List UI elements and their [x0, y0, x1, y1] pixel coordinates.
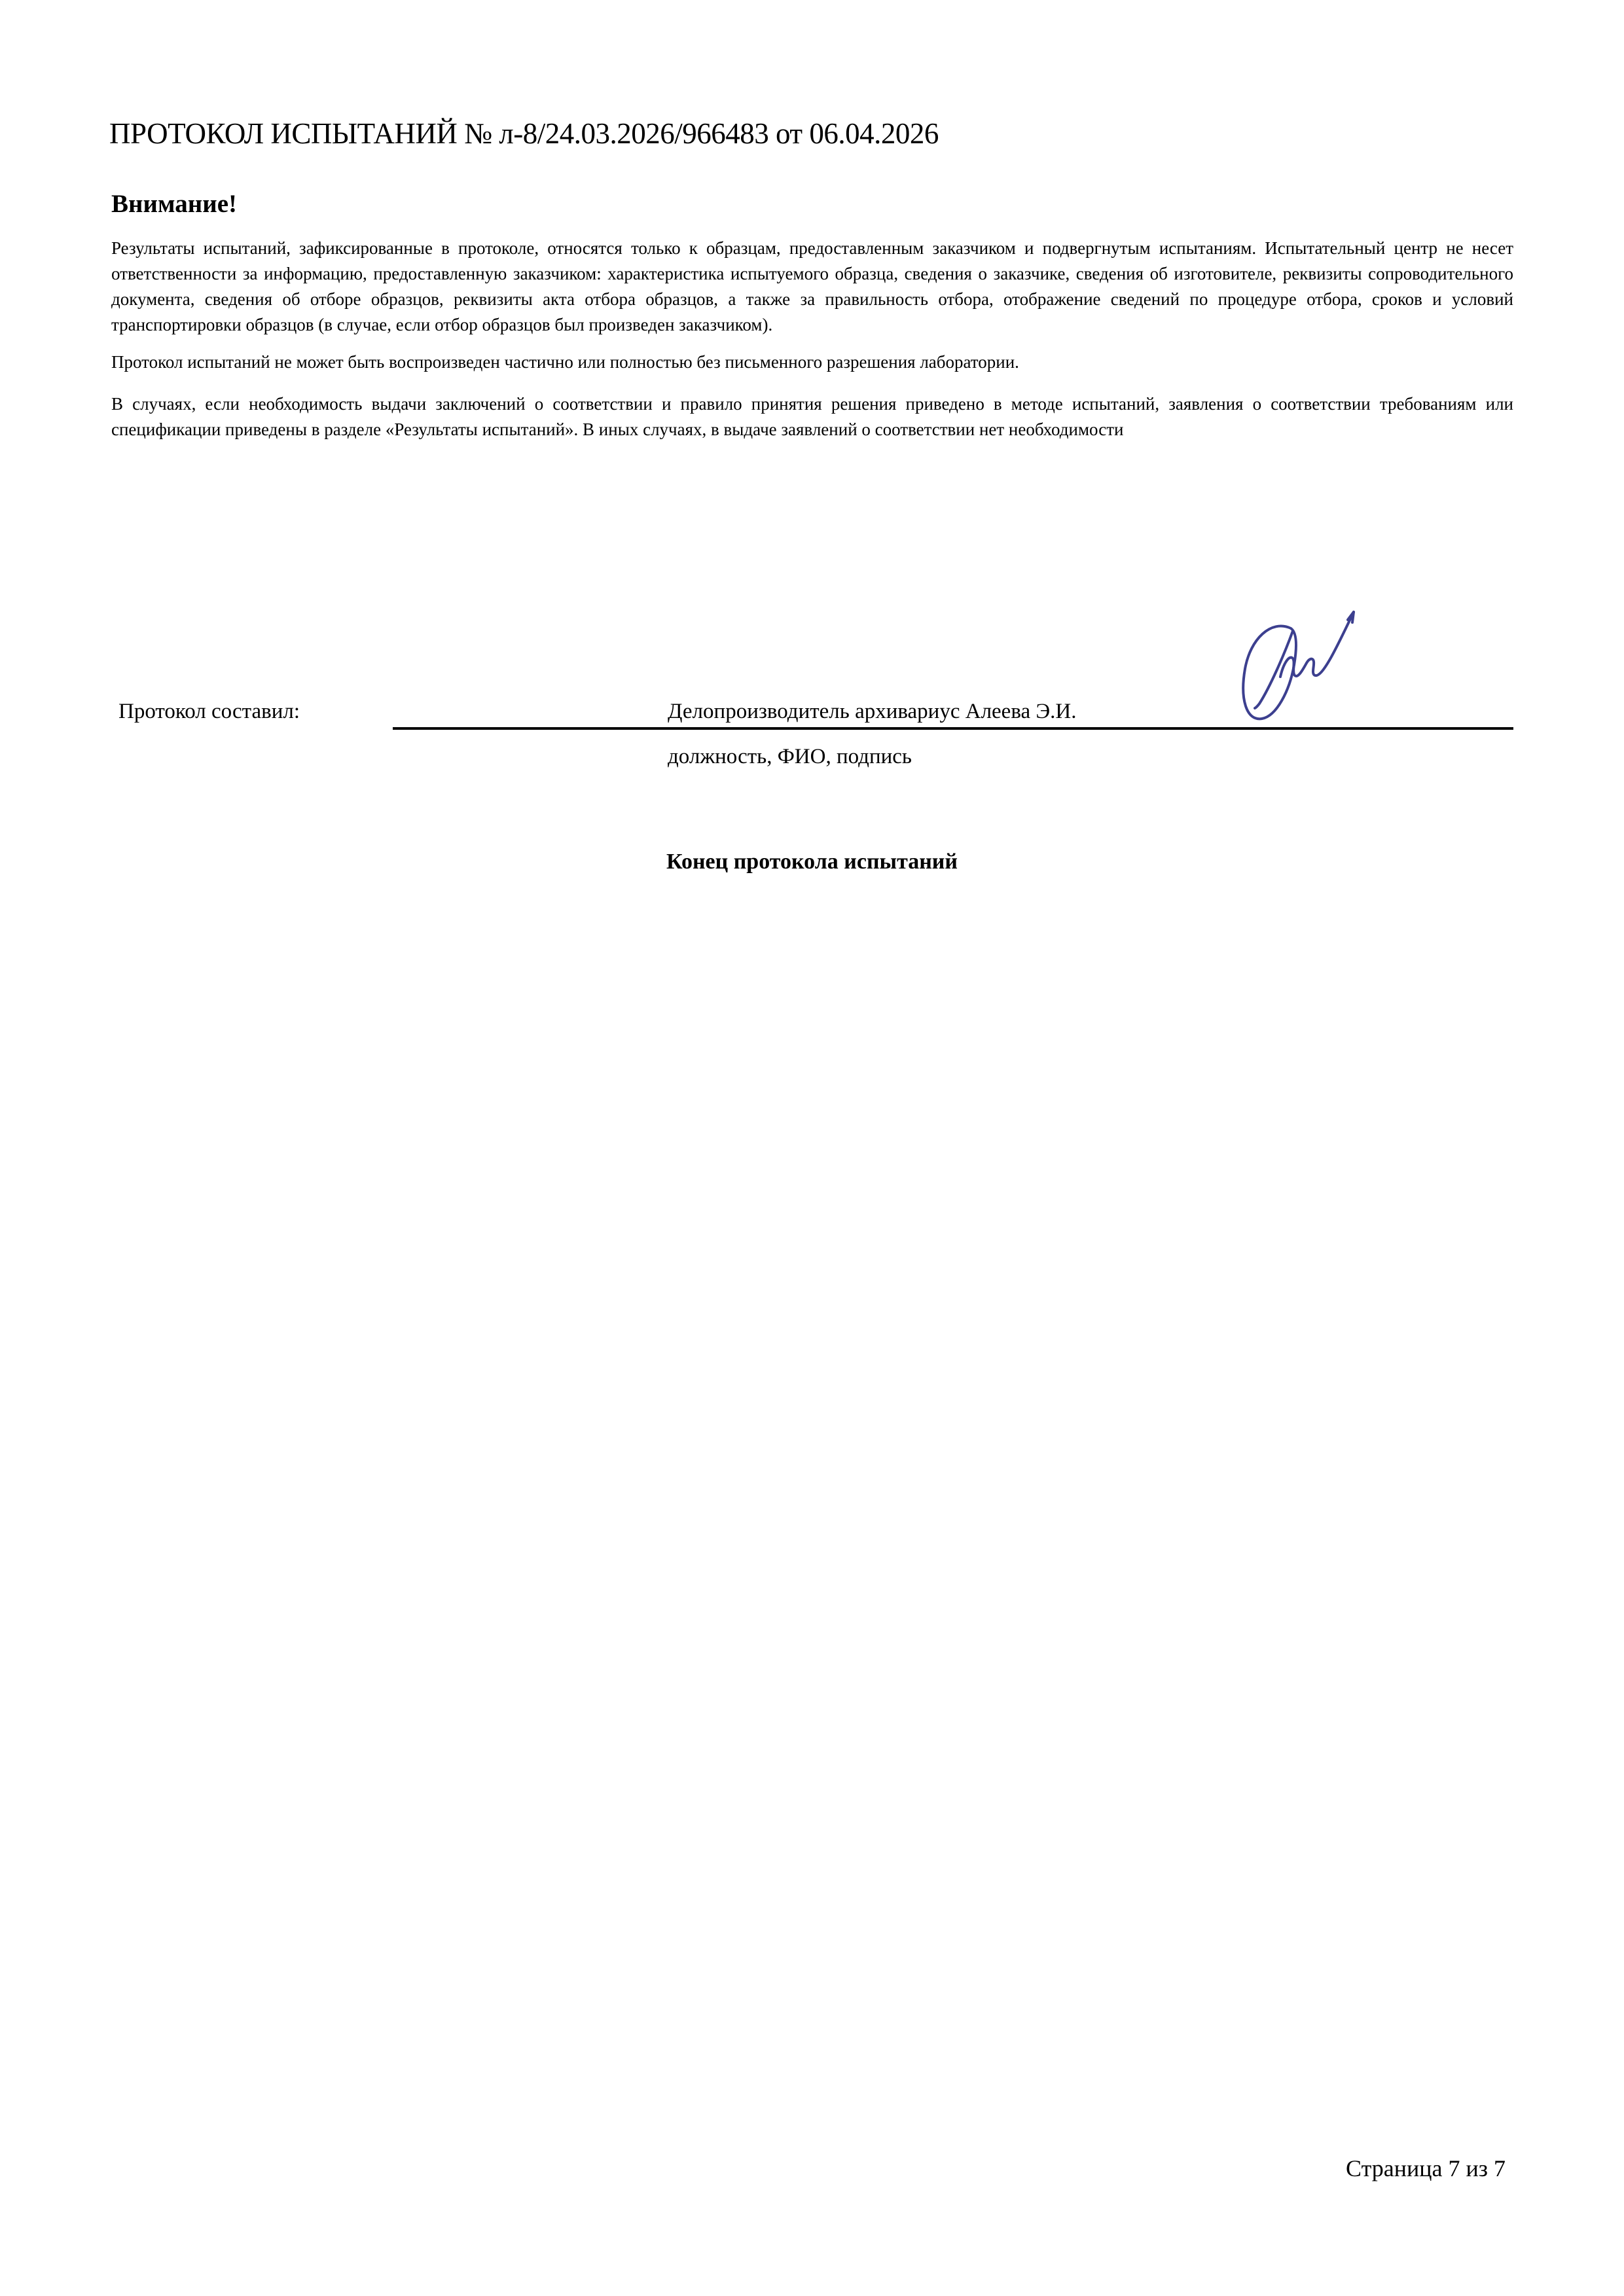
signature-squiggle-stroke	[1280, 612, 1354, 677]
document-title: ПРОТОКОЛ ИСПЫТАНИЙ № л-8/24.03.2026/966483 от 06.04.2026	[109, 117, 939, 150]
signature-caption: должность, ФИО, подпись	[668, 745, 912, 768]
disclaimer-paragraph-3: В случаях, если необходимость выдачи заключений о соответствии и правило принятия решения приведено в методе испытаний, заявления о соответствии требованиям или спецификации приведены в разделе «Результаты испытаний». В иных случаях, в выдаче заявлений о соответствии нет необходимости	[111, 394, 1513, 439]
protocol-author-label: Протокол составил:	[118, 700, 300, 723]
signature-slash-stroke	[1255, 631, 1293, 708]
page-number: Страница 7 из 7	[1346, 2155, 1506, 2181]
end-of-protocol-text: Конец протокола испытаний	[666, 850, 958, 874]
attention-heading: Внимание!	[111, 190, 237, 218]
disclaimer-paragraph-1: Результаты испытаний, зафиксированные в протоколе, относятся только к образцам, предоставленным заказчиком и подвергнутым испытаниям. Испытательный центр не несет ответственности за информацию, предоставленную заказчиком: характеристика испытуемого образца, сведения о заказчике, сведения об изготовителе, реквизиты сопроводительного документа, сведения об отборе образцов, реквизиты акта отбора образцов, а также за правильность отбора, отображение сведений по процедуре отбора, сроков и условий транспортировки образцов (в случае, если отбор образцов был произведен заказчиком).	[111, 238, 1513, 334]
disclaimer-paragraph-2: Протокол испытаний не может быть воспроизведен частично или полностью без письменного разрешения лаборатории.	[111, 352, 1019, 372]
signature-line	[393, 727, 1513, 730]
handwritten-signature	[1198, 571, 1394, 734]
signatory-name-and-title: Делопроизводитель архивариус Алеева Э.И.	[668, 700, 1077, 723]
